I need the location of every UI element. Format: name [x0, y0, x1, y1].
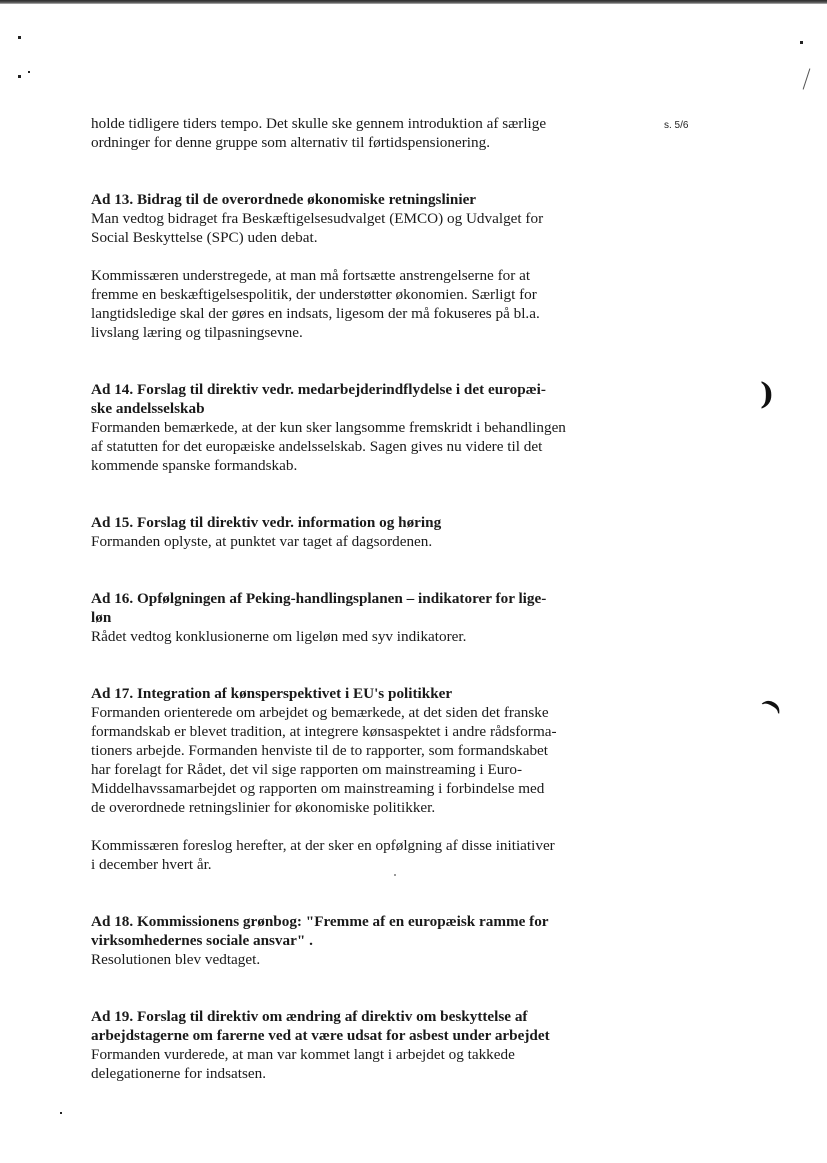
title-line: løn — [91, 609, 112, 626]
text-line: Social Beskyttelse (SPC) uden debat. — [91, 229, 318, 246]
text-line: Formanden orienterede om arbejdet og bemærkede, at det siden det franske — [91, 704, 549, 721]
section-paragraph — [91, 703, 611, 817]
section-ad-13 — [91, 190, 611, 342]
section-ad-19 — [91, 1007, 611, 1083]
section-ad-17 — [91, 684, 611, 874]
text-line: Kommissæren foreslog herefter, at der sker en opfølgning af disse initiativer — [91, 837, 555, 854]
text-line: Resolutionen blev vedtaget. — [91, 951, 261, 968]
text-line: livslang læring og tilpasningsevne. — [91, 324, 303, 341]
section-title — [91, 1007, 611, 1045]
title-line: Ad 16. Opfølgningen af Peking-handlingsplanen – indikatorer for lige- — [91, 590, 547, 607]
section-paragraph — [91, 836, 611, 874]
text-line: de overordnede retningslinier for økonomiske politikker. — [91, 799, 436, 816]
punch-hole-mark: ) — [760, 377, 775, 412]
section-ad-18 — [91, 912, 611, 969]
section-paragraph — [91, 950, 611, 969]
top-border-rule — [0, 0, 827, 4]
title-line: Ad 15. Forslag til direktiv vedr. information og høring — [91, 514, 442, 531]
title-line: Ad 13. Bidrag til de overordnede økonomiske retningslinier — [91, 191, 477, 208]
text-line: kommende spanske formandskab. — [91, 457, 298, 474]
title-line: ske andelsselskab — [91, 400, 205, 417]
scan-speck — [28, 71, 30, 73]
text-line: Formanden vurderede, at man var kommet langt i arbejdet og takkede — [91, 1046, 515, 1063]
text-line: tioners arbejde. Formanden henviste til de to rapporter, som formandskabet — [91, 742, 548, 759]
punch-hole-mark: ) — [758, 693, 787, 717]
document-body — [91, 114, 611, 1083]
text-line: i december hvert år. — [91, 856, 212, 873]
text-line: ordninger for denne gruppe som alternativ til førtidspensionering. — [91, 134, 490, 151]
section-paragraph — [91, 418, 611, 475]
scan-line — [803, 68, 811, 89]
title-line: arbejdstagerne om farerne ved at være udsat for asbest under arbejdet — [91, 1027, 550, 1044]
title-line: Ad 19. Forslag til direktiv om ændring af direktiv om beskyttelse af — [91, 1008, 528, 1025]
section-paragraph — [91, 532, 611, 551]
title-line: Ad 17. Integration af kønsperspektivet i EU's politikker — [91, 685, 453, 702]
text-line: Middelhavssamarbejdet og rapporten om mainstreaming i forbindelse med — [91, 780, 545, 797]
text-line: Formanden oplyste, at punktet var taget af dagsordenen. — [91, 533, 433, 550]
section-title — [91, 190, 611, 209]
section-paragraph — [91, 1045, 611, 1083]
scan-speck — [60, 1112, 62, 1114]
section-paragraph — [91, 209, 611, 247]
text-line: langtidsledige skal der gøres en indsats, ligesom der må fokuseres på bl.a. — [91, 305, 540, 322]
section-paragraph — [91, 627, 611, 646]
text-line: Rådet vedtog konklusionerne om ligeløn med syv indikatorer. — [91, 628, 467, 645]
section-ad-16 — [91, 589, 611, 646]
section-ad-15 — [91, 513, 611, 551]
text-line: Formanden bemærkede, at der kun sker langsomme fremskridt i behandlingen — [91, 419, 566, 436]
section-title — [91, 684, 611, 703]
intro-paragraph — [91, 114, 611, 152]
title-line: Ad 18. Kommissionens grønbog: "Fremme af en europæisk ramme for — [91, 913, 549, 930]
section-title — [91, 912, 611, 950]
section-title — [91, 380, 611, 418]
section-paragraph — [91, 266, 611, 342]
text-line: formandskab er blevet tradition, at integrere kønsaspektet i andre rådsforma- — [91, 723, 557, 740]
text-line: Kommissæren understregede, at man må fortsætte anstrengelserne for at — [91, 267, 531, 284]
section-ad-14 — [91, 380, 611, 475]
text-line: delegationerne for indsatsen. — [91, 1065, 267, 1082]
scan-speck — [18, 36, 21, 39]
section-title — [91, 513, 611, 532]
text-line: har forelagt for Rådet, det vil sige rapporten om mainstreaming i Euro- — [91, 761, 523, 778]
text-line: fremme en beskæftigelsespolitik, der understøtter økonomien. Særligt for — [91, 286, 537, 303]
text-line: Man vedtog bidraget fra Beskæftigelsesudvalget (EMCO) og Udvalget for — [91, 210, 544, 227]
page-number: s. 5/6 — [664, 120, 689, 131]
title-line: virksomhedernes sociale ansvar" . — [91, 932, 313, 949]
scan-speck — [18, 75, 21, 78]
title-line: Ad 14. Forslag til direktiv vedr. medarbejderindflydelse i det europæi- — [91, 381, 546, 398]
section-title — [91, 589, 611, 627]
scan-speck — [800, 41, 803, 44]
text-line: af statutten for det europæiske andelsselskab. Sagen gives nu videre til det — [91, 438, 543, 455]
text-line: holde tidligere tiders tempo. Det skulle ske gennem introduktion af særlige — [91, 115, 547, 132]
